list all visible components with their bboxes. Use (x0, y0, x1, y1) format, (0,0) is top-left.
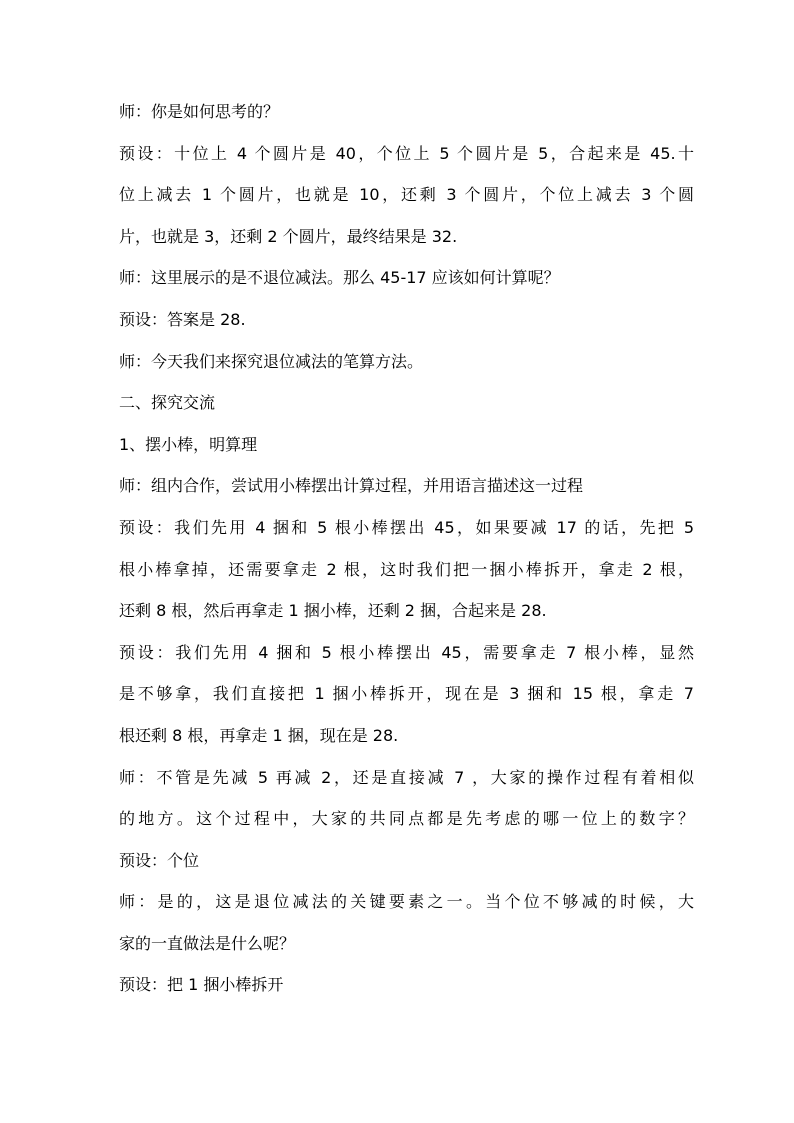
paragraph-line: 的地方。这个过程中，大家的共同点都是先考虑的哪一位上的数字？ (119, 809, 694, 829)
paragraph-line: 位上减去 1 个圆片，也就是 10，还剩 3 个圆片，个位上减去 3 个圆 (119, 185, 694, 205)
paragraph-line: 师：是的，这是退位减法的关键要素之一。当个位不够减的时候，大 (119, 892, 694, 912)
subsection-heading: 1、摆小棒，明算理 (119, 434, 258, 454)
paragraph-line: 师：今天我们来探究退位减法的笔算方法。 (119, 351, 424, 371)
paragraph-line: 师：这里展示的是不退位减法。那么 45-17 应该如何计算呢？ (119, 268, 560, 288)
paragraph-line: 根还剩 8 根，再拿走 1 捆，现在是 28. (119, 725, 399, 745)
paragraph-line: 预设：答案是 28. (119, 309, 246, 329)
document-body (119, 102, 694, 1017)
paragraph-line: 师：不管是先减 5 再减 2，还是直接减 7 ，大家的操作过程有着相似 (119, 767, 694, 787)
paragraph-line: 家的一直做法是什么呢？ (119, 933, 296, 953)
paragraph-line: 预设：我们先用 4 捆和 5 根小棒摆出 45，需要拿走 7 根小棒，显然 (119, 642, 694, 662)
paragraph-line: 片，也就是 3，还剩 2 个圆片，最终结果是 32. (119, 226, 458, 246)
section-heading: 二、探究交流 (119, 393, 216, 413)
paragraph-line: 根小棒拿掉，还需要拿走 2 根，这时我们把一捆小棒拆开，拿走 2 根， (119, 559, 694, 579)
paragraph-line: 是不够拿，我们直接把 1 捆小棒拆开，现在是 3 捆和 15 根，拿走 7 (119, 684, 694, 704)
paragraph-line: 师：你是如何思考的？ (119, 102, 280, 121)
paragraph-line: 师：组内合作，尝试用小棒摆出计算过程，并用语言描述这一过程 (119, 476, 584, 496)
paragraph-line: 还剩 8 根，然后再拿走 1 捆小棒，还剩 2 捆，合起来是 28. (119, 601, 547, 621)
paragraph-line: 预设：十位上 4 个圆片是 40，个位上 5 个圆片是 5，合起来是 45.十 (119, 143, 694, 163)
paragraph-line: 预设：个位 (119, 850, 200, 870)
paragraph-line: 预设：我们先用 4 捆和 5 根小棒摆出 45，如果要减 17 的话，先把 5 (119, 517, 694, 537)
paragraph-line: 预设：把 1 捆小棒拆开 (119, 975, 284, 995)
